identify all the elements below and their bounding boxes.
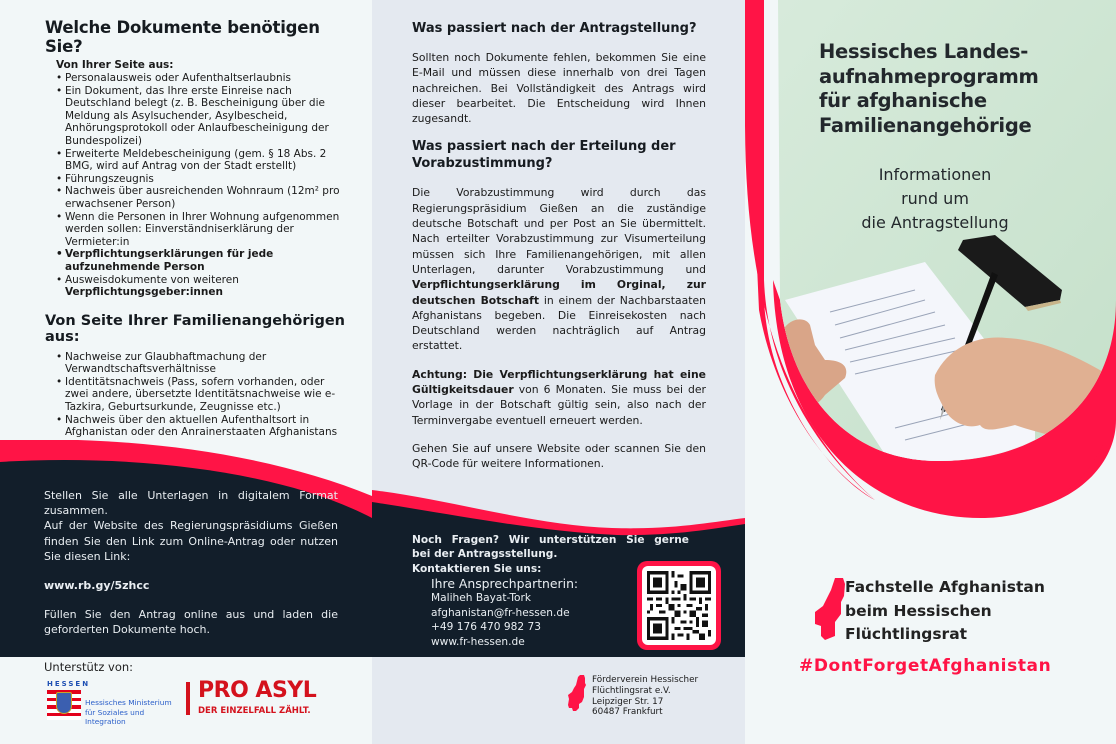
title-line: Hessisches Landes- [819, 40, 1029, 63]
validity-warning [412, 367, 706, 428]
list-item: • Ein Dokument, das Ihre erste Einreise nach Deutschland belegt (z. B. Bescheinigung über die Meldung als Asylsuchender, Asylbescheid, Anhörungsprotokoll oder Anlaufbescheinigung der Bundespolizei) [56, 85, 345, 148]
info-text: Füllen Sie den Antrag online aus und laden die geforderten Dokumente hoch. [44, 608, 338, 637]
address-line: 60487 Frankfurt [592, 707, 663, 718]
ministry-line: für Soziales und Integration [85, 707, 145, 727]
list-item: • Verpflichtungserklärungen für jede aufzunehmende Person [56, 248, 345, 273]
documents-heading: Welche Dokumente benötigen Sie? [45, 18, 320, 56]
list-item-bold: Verpflichtungsgeber:innen [65, 286, 223, 299]
fachstelle-name [845, 576, 1045, 647]
title-line: Familienangehörige [819, 113, 1032, 137]
title-line: für afghanische [819, 89, 987, 112]
association-address [565, 675, 699, 718]
list-item: • Nachweis über den aktuellen Aufenthaltsort in Afghanistan oder den Anrainerstaaten Afghanistans [56, 414, 345, 439]
qr-code[interactable] [637, 561, 721, 650]
hessen-ministry-logo [47, 680, 187, 727]
contact-question: Kontaktieren Sie uns: [412, 562, 542, 575]
family-documents-list [56, 351, 345, 439]
after-approval-text [412, 185, 706, 353]
text-span: in einem der Nachbarstaaten Afghanistans begeben. Die Einreisekosten nach Deutschland werden nachträglich auf Antrag erstattet. [412, 293, 706, 353]
pro-asyl-bar-icon [186, 682, 190, 715]
qr-code-inner [642, 566, 716, 645]
list-item: • Wenn die Personen in Ihrer Wohnung aufgenommen werden sollen: Einverständniserklärung der Vermieter:in [56, 211, 345, 249]
panel-documents [0, 0, 372, 744]
ministry-name [85, 698, 187, 727]
hessen-map-logo-icon [565, 675, 589, 711]
process-section [412, 20, 706, 484]
pro-asyl-title: PRO ASYL [198, 678, 317, 703]
pro-asyl-tagline: DER EINZELFALL ZÄHLT. [198, 706, 311, 716]
hessen-wordmark: HESSEN [47, 680, 91, 688]
list-item [56, 274, 345, 299]
warning-bold: Achtung: Die Verpflichtungserklärung hat eine Gültigkeitsdauer [412, 367, 706, 397]
contact-question: Noch Fragen? Wir unterstützen Sie gerne [412, 534, 689, 546]
family-heading: Von Seite Ihrer Familienangehörigen aus: [45, 312, 346, 345]
panel-cover [745, 0, 1116, 744]
info-text: Auf der Website des Regierungspräsidiums Gießen finden Sie den Link zum Online-Antrag oder nutzen Sie diesen Link: [44, 519, 338, 563]
hessen-lion-crest-icon [56, 692, 72, 714]
documents-section [45, 18, 345, 439]
org-line: Flüchtlingsrat [845, 625, 968, 643]
after-approval-heading: Was passiert nach der Erteilung der Vorabzustimmung? [412, 139, 676, 172]
text-bold: Verpflichtungserklärung im Orginal, zur deutschen Botschaft [412, 278, 706, 307]
subtitle-line: rund um [901, 189, 969, 208]
brochure-title [819, 40, 1099, 138]
list-item: • Erweiterte Meldebescheinigung (gem. § 18 Abs. 2 BMG, wird auf Antrag von der Stadt erstellt) [56, 148, 345, 173]
org-line: Fachstelle Afghanistan [845, 578, 1045, 596]
org-line: beim Hessischen [845, 601, 992, 620]
list-item: • Identitätsnachweis (Pass, sofern vorhanden, oder zwei andere, übersetzte Identitätsnachweise wie e-Tazkira, Geburtsurkunde, Zeugnisse etc.) [56, 376, 345, 414]
info-text: Stellen Sie alle Unterlagen in digitalem Format zusammen. [44, 489, 338, 518]
list-item: • Nachweis über ausreichenden Wohnraum (12m² pro erwachsener Person) [56, 185, 345, 210]
supported-by-label: Unterstütz von: [44, 660, 134, 674]
subtitle-line: Informationen [878, 165, 992, 184]
hessen-map-logo-icon [815, 578, 845, 640]
address-line: Flüchtlingsrat e.V. [592, 685, 671, 696]
text-span: von 6 Monaten. Sie muss bei der Vorlage in der Botschaft gültig sein, also nach der Terminvergabe eventuell erneuert werden. [412, 383, 706, 427]
list-item-text: Ausweisdokumente von weiteren [65, 273, 239, 286]
subtitle-line: die Antragstellung [861, 213, 1009, 232]
own-documents-list [56, 72, 345, 299]
contact-website-link[interactable]: www.fr-hessen.de [431, 636, 525, 648]
contact-email-link[interactable]: afghanistan@fr-hessen.de [431, 606, 570, 619]
online-application-info [44, 488, 338, 638]
website-hint: Gehen Sie auf unsere Website oder scannen Sie den QR-Code für weitere Informationen. [412, 441, 706, 471]
address-line: Leipziger Str. 17 [592, 696, 664, 707]
list-item: • Personalausweis oder Aufenthaltserlaubnis [56, 72, 345, 85]
list-item: • Führungszeugnis [56, 173, 345, 186]
after-application-heading: Was passiert nach der Antragstellung? [412, 21, 697, 36]
contact-phone[interactable]: +49 176 470 982 73 [431, 621, 541, 634]
title-line: aufnahmeprogramm [819, 64, 1039, 88]
list-item: • Nachweise zur Glaubhaftmachung der Verwandtschaftsverhältnisse [56, 351, 345, 376]
application-link[interactable]: www.rb.gy/5zhcc [44, 579, 150, 593]
contact-name: Maliheh Bayat-Tork [431, 592, 531, 605]
own-side-label: Von Ihrer Seite aus: [56, 59, 174, 71]
contact-person-label: Ihre Ansprechpartnerin: [431, 576, 579, 592]
after-application-text: Sollten noch Dokumente fehlen, bekommen Sie eine E-Mail und müssen diese innerhalb von drei Tagen nachreichen. Bei Vollständigkeit des Antrags wird dieser bearbeitet. Die Entscheidung wird Ihnen zugesandt. [412, 51, 706, 126]
campaign-hashtag: #DontForgetAfghanistan [799, 656, 1052, 676]
text-span: Die Vorabzustimmung wird durch das Regierungspräsidium Gießen an die zuständige deutsche Botschaft und per Post an Sie übermittelt. Nach erteilter Vorabzustimmung zur Visumerteilung müssen sich Ihre Familienangehörigen, mit allen Unterlagen, darunter Vorabzustimmung und [412, 186, 706, 276]
ministry-line: Hessisches Ministerium [85, 698, 172, 707]
qr-code-icon [647, 571, 711, 640]
address-line: Förderverein Hessischer [592, 675, 699, 685]
brochure-subtitle [805, 163, 1065, 235]
address-text [592, 675, 698, 718]
contact-question: bei der Antragsstellung. [412, 548, 558, 561]
